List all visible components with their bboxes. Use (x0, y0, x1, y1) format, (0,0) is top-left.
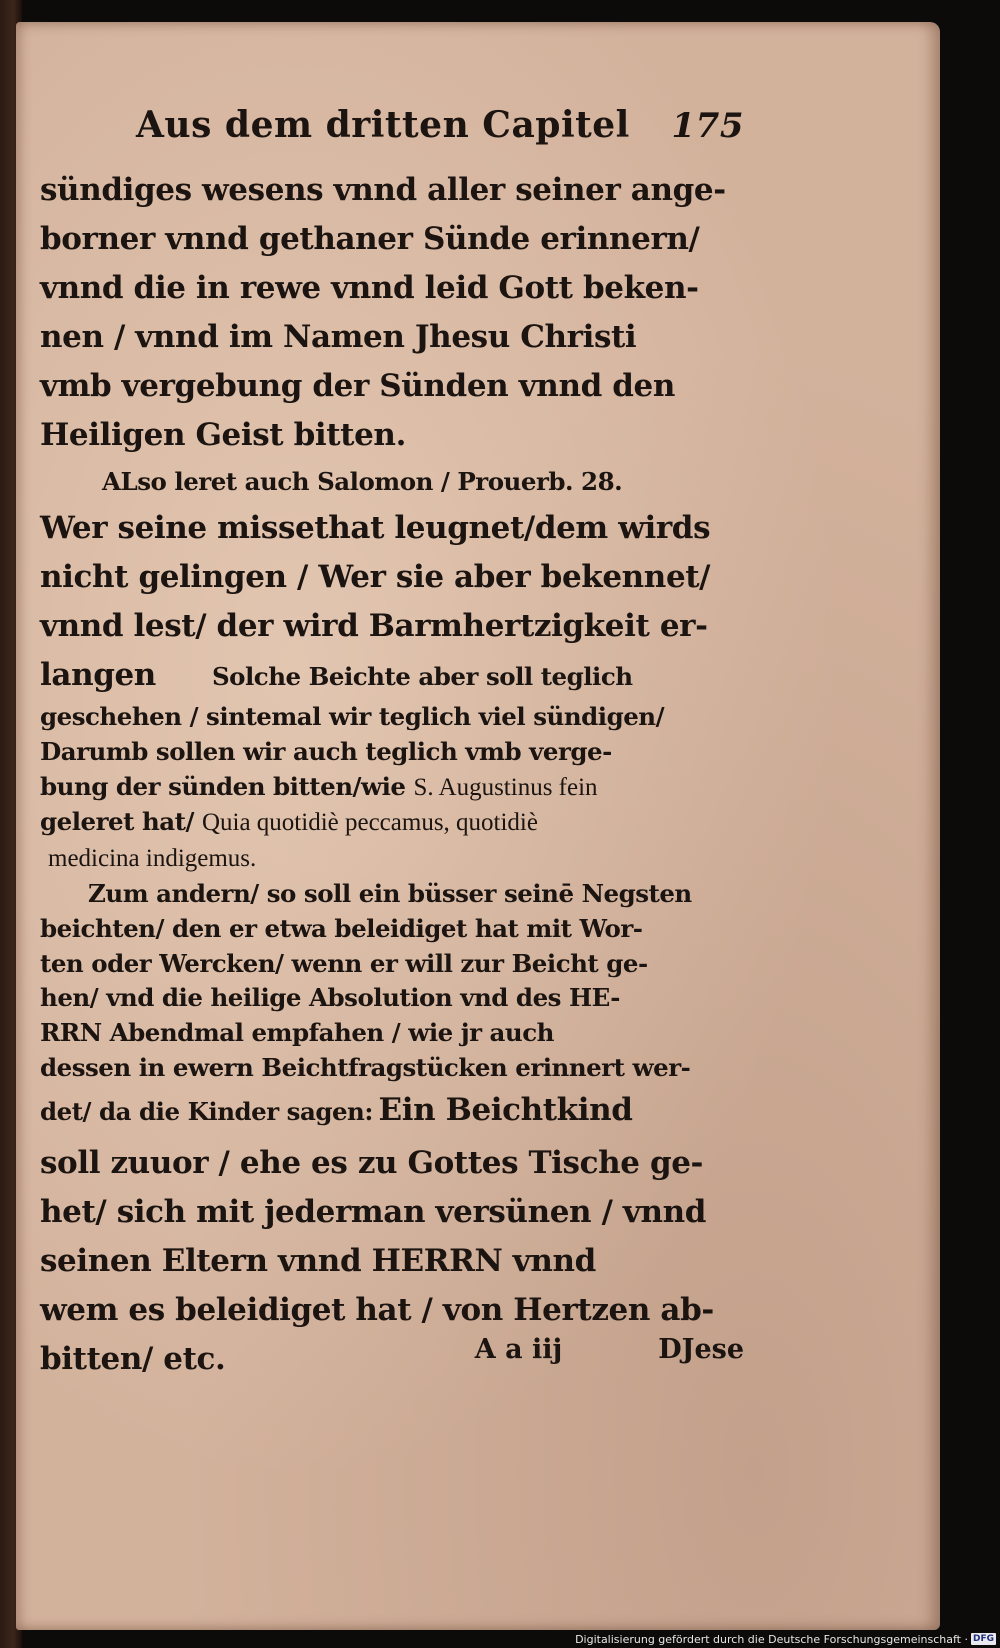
augustin-line (40, 770, 750, 806)
running-title: Aus dem dritten Capitel (136, 104, 630, 146)
page-number: 175 (671, 106, 744, 146)
catchword: DJese (658, 1334, 744, 1365)
text-line: Darumb sollen wir auch teglich vmb verge- (40, 736, 612, 766)
latin-quote-end: medicina indigemus. (48, 845, 257, 873)
quote-prefix: geleret hat/ (40, 807, 194, 837)
proverb-line: vnnd lest/ der wird Barmhertzigkeit er- (40, 608, 708, 644)
text-line: ten oder Wercken/ wenn er will zur Beicht ge- (40, 948, 648, 978)
text-line: nen / vnnd im Namen Jhesu Christi (40, 319, 637, 355)
quote-end-line (40, 841, 750, 877)
quote-line (40, 805, 750, 841)
text-line: vnnd die in rewe vnnd leid Gott beken- (40, 270, 699, 306)
text-line: Zum andern/ so soll ein büsser seinē Negsten (88, 878, 692, 908)
augustin-prefix: bung der sünden bitten/wie (40, 771, 406, 801)
text-line: dessen in ewern Beichtfragstücken erinnert wer- (40, 1052, 691, 1082)
text-line: bitten/ etc. (40, 1340, 226, 1377)
text-line: beichten/ den er etwa beleidiget hat mit Wor- (40, 913, 643, 943)
text-line: seinen Eltern vnnd HERRN vnnd (40, 1242, 596, 1279)
text-line: Heiligen Geist bitten. (40, 417, 406, 453)
salomon-intro-line: ALso leret auch Salomon / Prouerb. 28. (102, 467, 623, 496)
text-line: soll zuuor / ehe es zu Gottes Tische ge- (40, 1144, 704, 1181)
text-line: geschehen / sintemal wir teglich viel sündigen/ (40, 702, 665, 731)
book-page (16, 22, 940, 1630)
text-block (40, 104, 750, 1384)
funding-credit (575, 1631, 996, 1647)
proverb-line: nicht gelingen / Wer sie aber bekennet/ (40, 559, 711, 595)
credit-text: Digitalisierung gefördert durch die Deutsche Forschungsgemeinschaft · (575, 1632, 968, 1646)
text-line: RRN Abendmal empfahen / wie jr auch (40, 1018, 554, 1048)
text-line: sündiges wesens vnnd aller seiner ange- (40, 172, 726, 208)
page-header (40, 104, 750, 166)
text-line: borner vnnd gethaner Sünde erinnern/ (40, 221, 700, 257)
kinder-prefix: det/ da die Kinder sagen: (40, 1096, 373, 1126)
text-line: wem es beleidiget hat / von Hertzen ab- (40, 1291, 714, 1328)
proverb-line: Wer seine missethat leugnet/dem wirds (40, 510, 711, 546)
signature-mark: A a iij (474, 1334, 563, 1365)
dfg-logo: DFG (972, 1634, 994, 1644)
augustin-name: S. Augustinus fein (413, 773, 598, 801)
text-line: het/ sich mit jederman versünen / vnnd (40, 1193, 707, 1230)
langen-line (40, 651, 750, 700)
kinder-line (40, 1086, 750, 1139)
text-line: vmb vergebung der Sünden vnnd den (40, 368, 675, 404)
page-footer (40, 1334, 750, 1365)
text-line: hen/ vnd die heilige Absolution vnd des HE- (40, 983, 620, 1013)
kinder-quote-start: Ein Beichtkind (378, 1091, 633, 1128)
latin-quote: Quia quotidiè peccamus, quotidiè (201, 809, 538, 837)
beichte-start: Solche Beichte aber soll teglich (211, 662, 633, 691)
langen-word: langen (40, 657, 156, 693)
